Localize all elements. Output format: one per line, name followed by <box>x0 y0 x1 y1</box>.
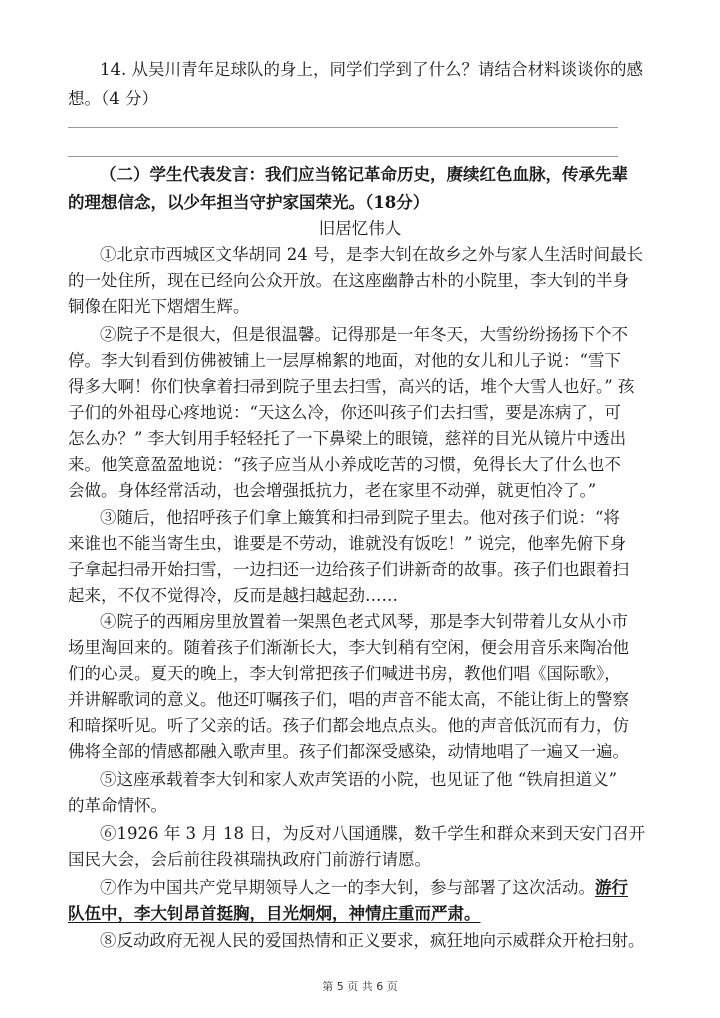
paragraph-2-line: 停。李大钊看到仿佛被铺上一层厚棉絮的地面，对他的女儿和儿子说：“雪下 <box>68 351 621 370</box>
paragraph-5-line: 的革命情怀。 <box>68 796 167 815</box>
article-title: 旧居忆伟人 <box>318 219 402 238</box>
answer-line-1 <box>68 127 618 128</box>
paragraph-4-line: 并讲解歌词的意义。他还叮嘱孩子们，唱的声音不能太高，不能让街上的警察 <box>68 690 629 709</box>
paragraph-2-line: 得多大啊！你们快拿着扫帚到院子里去扫雪，高兴的话，堆个大雪人也好。” 孩 <box>68 377 635 396</box>
paragraph-4-line: 们的心灵。夏天的晚上，李大钊常把孩子们喊进书房，教他们唱《国际歌》， <box>68 664 621 683</box>
question-14-line-2: 想。（4 分） <box>68 89 158 108</box>
paragraph-7-line-1 <box>100 878 658 898</box>
paragraph-5-line: ⑤这座承载着李大钊和家人欢声笑语的小院，也见证了他 “铁肩担道义” <box>100 770 618 789</box>
paragraph-3-line: ③随后，他招呼孩子们拿上簸箕和扫帚到院子里去。他对孩子们说：“将 <box>100 508 620 527</box>
answer-line-2 <box>68 156 618 157</box>
paragraph-7-text: ⑦作为中国共产党早期领导人之一的李大钊，参与部署了这次活动。 <box>100 878 595 897</box>
paragraph-3-line: 起来，不仅不觉得冷，反而是越扫越起劲…… <box>68 586 398 605</box>
section-2-heading-line-2: 的理想信念，以少年担当守护家国荣光。（18分） <box>68 193 430 212</box>
paragraph-1-line: 的一处住所，现在已经向公众开放。在这座幽静古朴的小院里，李大钊的半身 <box>68 271 629 290</box>
paragraph-2-line: 来。他笑意盈盈地说：“孩子应当从小养成吃苦的习惯，免得长大了什么也不 <box>68 455 621 474</box>
paragraph-2-line: 子们的外祖母心疼地说：“天这么冷，你还叫孩子们去扫雪，要是冻病了，可 <box>68 403 621 422</box>
paragraph-6-line: 国民大会，会后前往段祺瑞执政府门前游行请愿。 <box>68 850 431 869</box>
paragraph-2-line: 怎么办？” 李大钊用手轻轻托了一下鼻梁上的眼镜，慈祥的目光从镜片中透出 <box>68 429 627 448</box>
section-2-heading-line-1: （二）学生代表发言：我们应当铭记革命历史，赓续红色血脉，传承先辈 <box>100 165 628 184</box>
paragraph-4-line: 和暗探听见。听了父亲的话。孩子们都会地点点头。他的声音低沉而有力，仿 <box>68 716 629 735</box>
page-number-footer: 第 5 页 共 6 页 <box>322 980 398 993</box>
paragraph-2-line: ②院子不是很大，但是很温馨。记得那是一年冬天，大雪纷纷扬扬下个不 <box>100 325 628 344</box>
paragraph-8-line: ⑧反动政府无视人民的爱国热情和正义要求，疯狂地向示威群众开枪扫射。 <box>100 931 645 950</box>
paragraph-4-line: 场里淘回来的。随着孩子们渐渐长大，李大钊稍有空闲，便会用音乐来陶冶他 <box>68 638 629 657</box>
paragraph-6-line: ⑥1926 年 3 月 18 日，为反对八国通牒，数千学生和群众来到天安门召开 <box>100 824 646 843</box>
paragraph-1-line: 铜像在阳光下熠熠生辉。 <box>68 297 250 316</box>
paragraph-3-line: 来谁也不能当寄生虫，谁要是不劳动，谁就没有饭吃！” 说完，他率先俯下身 <box>68 534 627 553</box>
paragraph-3-line: 子拿起扫帚开始扫雪，一边扫还一边给孩子们讲新奇的故事。孩子们也跟着扫 <box>68 560 629 579</box>
paragraph-2-line: 会做。身体经常活动，也会增强抵抗力，老在家里不动弹，就更怕冷了。” <box>68 481 597 500</box>
paragraph-1-line: ①北京市西城区文华胡同 24 号，是李大钊在故乡之外与家人生活时间最长 <box>100 245 643 264</box>
paragraph-4-line: ④院子的西厢房里放置着一架黑色老式风琴，那是李大钊带着儿女从小市 <box>100 612 628 631</box>
paragraph-7-line-2 <box>68 904 658 924</box>
question-14-line-1: 14. 从吴川青年足球队的身上，同学们学到了什么？请结合材料谈谈你的感 <box>100 60 643 79</box>
paragraph-4-line: 佛将全部的情感都融入歌声里。孩子们都深受感染，动情地唱了一遍又一遍。 <box>68 742 629 761</box>
paragraph-7-emphasis: 游行 <box>595 878 628 897</box>
paragraph-7-emphasis: 队伍中，李大钊昂首挺胸，目光炯炯，神情庄重而严肃。 <box>68 904 481 923</box>
